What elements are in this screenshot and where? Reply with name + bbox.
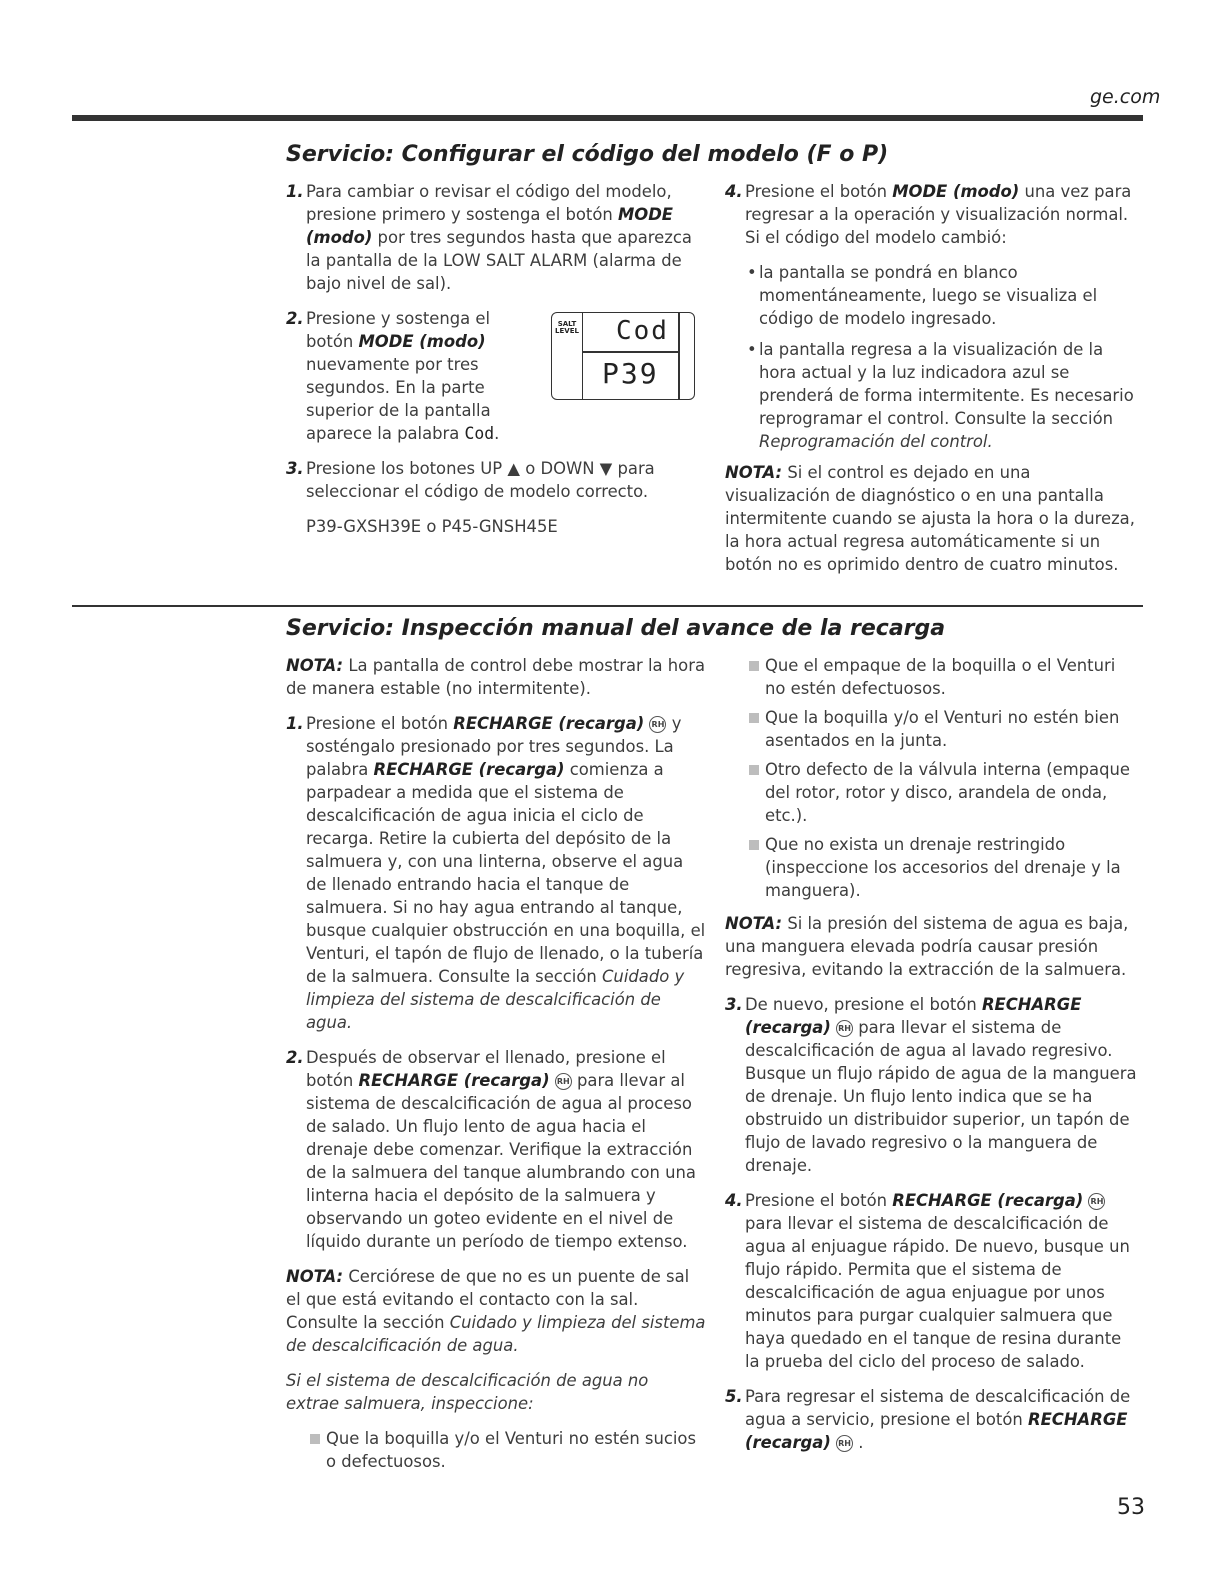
reference-link-text: Cuidado y limpieza del sistema de descalcificación de agua. — [306, 967, 685, 1032]
up-arrow-icon: ▲ — [507, 459, 521, 478]
section2-step-4: 4. Presione el botón RECHARGE (recarga) RH para llevar el sistema de descalcificación de agua al enjuague rápido. De nuevo, busque un flujo rápido. Permita que el sistema de descalcificación de agua enjuague por unos minutos para purgar cualquier salmuera que haya quedado en el tanque de resina durante la prueba del ciclo del proceso de salado. — [725, 1191, 1130, 1371]
section2-note-2: NOTA: Cerciórese de que no es un puente de sal el que está evitando el contacto con la sal. Consulte la sección Cuidado y limpieza del sistema de descalcificación de agua. — [286, 1267, 706, 1355]
recharge-icon: RH — [649, 716, 666, 733]
section1-step-3: 3. Presione los botones UP ▲ o DOWN ▼ para seleccionar el código de modelo correcto. — [286, 459, 655, 501]
inspect-item: Que la boquilla y/o el Venturi no estén bien asentados en la junta. — [745, 706, 1140, 752]
recharge-icon: RH — [836, 1435, 853, 1452]
lcd-top-readout: Cod — [616, 316, 669, 346]
recharge-icon: RH — [555, 1073, 572, 1090]
mode-button-label: MODE (modo) — [892, 182, 1020, 201]
step-number: 1. — [286, 182, 304, 201]
square-bullet-icon — [749, 713, 759, 723]
mode-button-label: MODE (modo) — [306, 205, 673, 247]
salt-level-label: SALT LEVEL — [555, 320, 579, 335]
inspect-list-right — [725, 654, 1140, 902]
mode-button-label: MODE (modo) — [358, 332, 486, 351]
section2-note-1: NOTA: La pantalla de control debe mostrar la hora de manera estable (no intermitente). — [286, 656, 705, 698]
page-number: 53 — [1117, 1495, 1145, 1520]
section2-left-column — [286, 654, 706, 1479]
section2-note-3: NOTA: Si la presión del sistema de agua es baja, una manguera elevada podría causar presión regresiva, evitando la extracción de la salmuera. — [725, 914, 1129, 979]
section-divider — [72, 605, 1143, 607]
section2-title: Servicio: Inspección manual del avance de la recarga — [286, 616, 946, 641]
section2-step-2: 2. Después de observar el llenado, presione el botón RECHARGE (recarga) RH para llevar al sistema de descalcificación de agua al proceso de salado. Un flujo lento de agua hacia el drenaje debe comenzar. Verifique la extracción de la salmuera del tanque alumbrando con una linterna hacia el depósito de la salmuera y observando un goteo evidente en el nivel de líquido durante un período de tiempo extenso. — [286, 1048, 696, 1251]
site-url: ge.com — [1090, 86, 1161, 108]
step-number: 2. — [286, 309, 304, 328]
section1-step-2: 2. Presione y sostenga el botón MODE (modo) nuevamente por tres segundos. En la parte superior de la pantalla aparece la palabra Cod. — [286, 309, 500, 443]
lcd-bottom-readout: P39 — [602, 357, 659, 390]
recharge-button-label: RECHARGE (recarga) — [745, 995, 1082, 1037]
step-number: 4. — [725, 182, 743, 201]
lcd-display — [551, 312, 695, 400]
lcd-right-divider — [678, 313, 680, 399]
reference-link-text: Cuidado y limpieza del sistema de descalcificación de agua. — [286, 1313, 706, 1355]
step-number: 5. — [725, 1387, 743, 1406]
inspect-item: Que no exista un drenaje restringido (inspeccione los accesorios del drenaje y la manguera). — [745, 833, 1140, 902]
inspect-intro: Si el sistema de descalcificación de agua no extrae salmuera, inspeccione: — [286, 1371, 649, 1413]
step-number: 2. — [286, 1048, 304, 1067]
recharge-button-label: RECHARGE (recarga) — [373, 760, 565, 779]
section1-bullets — [725, 261, 1135, 453]
step-number: 4. — [725, 1191, 743, 1210]
step-number: 1. — [286, 714, 304, 733]
inspect-list-left — [286, 1427, 706, 1473]
bullet-item: • la pantalla regresa a la visualización de la hora actual y la luz indicadora azul se prenderá de forma intermitente. Es necesario reprogramar el control. Consulte la sección Reprogramación del control. — [747, 340, 1134, 451]
square-bullet-icon — [749, 765, 759, 775]
recharge-icon: RH — [1088, 1193, 1105, 1210]
lcd-divider — [582, 351, 678, 353]
section2-step-1: 1. Presione el botón RECHARGE (recarga) RH y sosténgalo presionado por tres segundos. La palabra RECHARGE (recarga) comienza a parpadear a medida que el sistema de descalcificación de agua inicia el ciclo de recarga. Retire la cubierta del depósito de la salmuera y, con una linterna, observe el agua de llenado entrando hacia el tanque de salmuera. Si no hay agua entrando al tanque, busque cualquier obstrucción en una boquilla, el Venturi, el tapón de flujo de llenado, o la tubería de la salmuera. Consulte la sección Cuidado y limpieza del sistema de descalcificación de agua. — [286, 714, 706, 1032]
section1-title: Servicio: Configurar el código del modelo (F o P) — [286, 142, 889, 167]
salt-level-panel — [552, 313, 583, 399]
square-bullet-icon — [749, 661, 759, 671]
section2-step-3: 3. De nuevo, presione el botón RECHARGE (recarga) RH para llevar el sistema de descalcificación de agua al lavado regresivo. Busque un flujo rápido de agua de la manguera de drenaje. Un flujo lento indica que se ha obstruido un distribuidor superior, un tapón de flujo de lavado regresivo o la manguera de drenaje. — [725, 995, 1137, 1175]
inspect-item: Que la boquilla y/o el Venturi no estén sucios o defectuosos. — [306, 1427, 706, 1473]
recharge-button-label: RECHARGE (recarga) — [892, 1191, 1084, 1210]
cod-segment-word: Cod — [464, 424, 495, 443]
square-bullet-icon — [310, 1434, 320, 1444]
recharge-button-label: RECHARGE (recarga) — [745, 1410, 1128, 1452]
step-number: 3. — [286, 459, 304, 478]
top-rule — [72, 115, 1143, 121]
down-arrow-icon: ▼ — [599, 459, 613, 478]
inspect-item: Que el empaque de la boquilla o el Venturi no estén defectuosos. — [745, 654, 1140, 700]
section2-right-column — [725, 654, 1140, 1466]
recharge-icon: RH — [836, 1020, 853, 1037]
recharge-button-label: RECHARGE (recarga) — [358, 1071, 550, 1090]
square-bullet-icon — [749, 840, 759, 850]
inspect-item: Otro defecto de la válvula interna (empaque del rotor, rotor y disco, arandela de onda, etc.). — [745, 758, 1140, 827]
recharge-button-label: RECHARGE (recarga) — [453, 714, 645, 733]
section1-note: NOTA: Si el control es dejado en una visualización de diagnóstico o en una pantalla intermitente cuando se ajusta la hora o la dureza, la hora actual regresa automáticamente si un botón no es oprimido dentro de cuatro minutos. — [725, 463, 1135, 574]
section1-step-1: 1. Para cambiar o revisar el código del modelo, presione primero y sostenga el botón MODE (modo) por tres segundos hasta que aparezca la pantalla de la LOW SALT ALARM (alarma de bajo nivel de sal). — [286, 182, 692, 293]
bullet-item: • la pantalla se pondrá en blanco momentáneamente, luego se visualiza el código de modelo ingresado. — [747, 263, 1098, 328]
section1-right-column — [725, 180, 1135, 588]
reference-link-text: Reprogramación del control. — [759, 432, 993, 451]
section2-step-5: 5. Para regresar el sistema de descalcificación de agua a servicio, presione el botón RECHARGE (recarga) RH . — [725, 1387, 1131, 1452]
section1-step-4: 4. Presione el botón MODE (modo) una vez para regresar a la operación y visualización normal. Si el código del modelo cambió: — [725, 182, 1132, 247]
step-number: 3. — [725, 995, 743, 1014]
model-codes: P39-GXSH39E o P45-GNSH45E — [306, 517, 558, 536]
